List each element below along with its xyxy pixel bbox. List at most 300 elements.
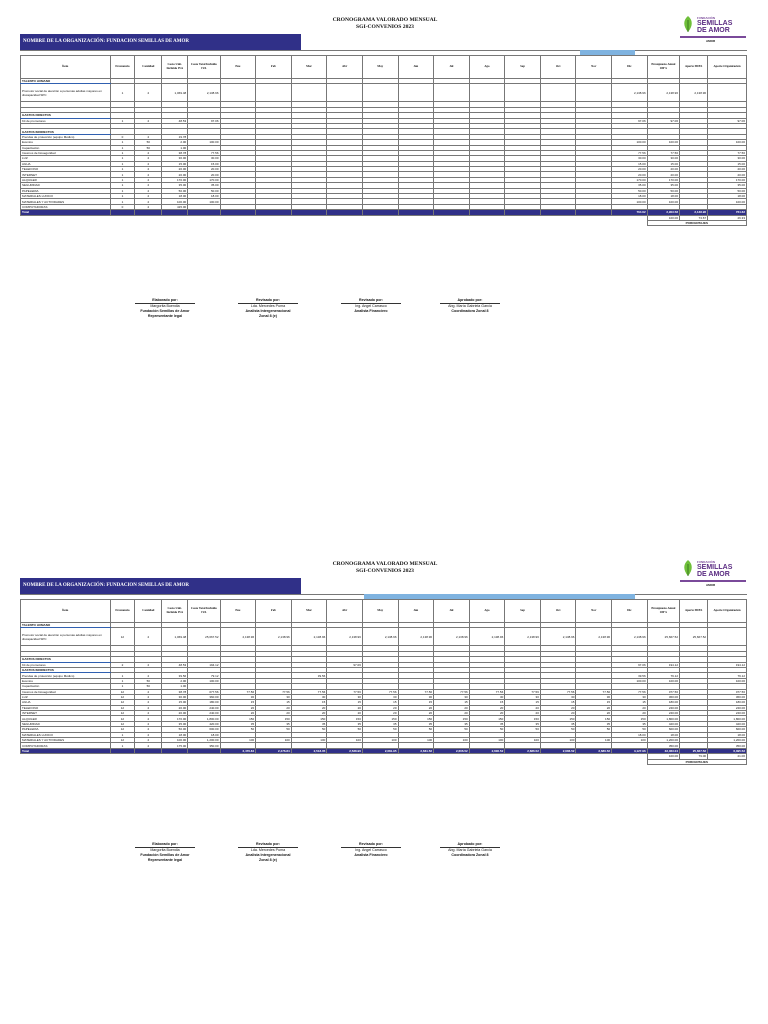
cell: 2 xyxy=(135,689,162,694)
col-frequency: Frecuencia xyxy=(110,600,135,623)
cell: 2,138.96 xyxy=(680,84,708,102)
cell: 50 xyxy=(505,727,541,732)
cell: 35.00 xyxy=(612,183,648,188)
item-name: Eventos xyxy=(21,140,111,145)
cell: 20.00 xyxy=(162,167,188,172)
col-mar: Mar xyxy=(291,600,327,623)
cell: 2 xyxy=(135,134,162,139)
cell: 50 xyxy=(576,727,612,732)
cell: 1 xyxy=(110,732,135,737)
cell: 2.00 xyxy=(162,678,188,683)
cell: 15 xyxy=(576,700,612,705)
cell: 35 xyxy=(505,721,541,726)
cell: 2,138.96 xyxy=(612,628,648,646)
item-name: Promotor social de atención a personas adultas mayores en discapacidad SPC xyxy=(21,84,111,102)
cell: 2,138.96 xyxy=(220,628,256,646)
cell: 2 xyxy=(135,84,162,102)
cell: 2,138.96 xyxy=(188,84,220,102)
sig-name: Abg. María Gabriela Garcia xyxy=(448,304,492,308)
sig-org: Fundación Semillas de Amor xyxy=(140,853,190,857)
cell: 50 xyxy=(220,727,256,732)
item-name: TELEFONO xyxy=(21,705,111,710)
col-item: Ítem xyxy=(21,600,111,623)
cell: 15 xyxy=(327,700,363,705)
cell: 38.78 xyxy=(162,689,188,694)
cell: 77.56 xyxy=(540,689,576,694)
cell: 1 xyxy=(110,150,135,155)
cell: 15 xyxy=(291,700,327,705)
cell: 20.00 xyxy=(162,711,188,716)
cell: 150 xyxy=(576,716,612,721)
cell: 2,606.52 xyxy=(469,748,505,753)
cell: 2,138.96 xyxy=(362,628,398,646)
cell: 2,686.52 xyxy=(576,748,612,753)
cell: 2 xyxy=(135,662,162,667)
cell: 20.00 xyxy=(708,172,747,177)
logo xyxy=(680,14,750,44)
cell: 77.56 xyxy=(469,689,505,694)
cell: 150 xyxy=(505,716,541,721)
sig-role: Revisado por: xyxy=(256,298,280,302)
item-name: Kit de promotores xyxy=(21,118,111,123)
cell: 350.00 xyxy=(188,743,220,748)
section-label: GASTOS DIRECTOS xyxy=(21,657,111,662)
cell: 100 xyxy=(362,738,398,743)
section-label: TALENTO HUMANO xyxy=(21,623,111,628)
cell: 12 xyxy=(110,628,135,646)
item-name: INTERNET xyxy=(21,172,111,177)
cell: 1 xyxy=(110,188,135,193)
cell: 2,538.96 xyxy=(327,748,363,753)
cell: 15.00 xyxy=(647,161,679,166)
cell: 100.00 xyxy=(612,199,648,204)
section-label: GASTOS INDIRECTOS xyxy=(21,667,111,672)
item-name: COMPUTADORAS xyxy=(21,743,111,748)
cell: 1,800.00 xyxy=(708,716,747,721)
cell: 240.00 xyxy=(647,711,679,716)
cell: 100 xyxy=(505,738,541,743)
cell: 77.56 xyxy=(188,150,220,155)
cell: 0 xyxy=(110,204,135,209)
cell: 1 xyxy=(110,161,135,166)
cell: 1 xyxy=(110,140,135,145)
organization-label: NOMBRE DE LA ORGANIZACIÓN: FUNDACION SEMILLAS DE AMOR xyxy=(20,578,301,594)
cell: 30.00 xyxy=(612,156,648,161)
cell: 21.00 xyxy=(708,754,747,759)
logo-small: AMOR xyxy=(706,39,716,43)
logo-line2: DE AMOR xyxy=(697,27,730,34)
cell: 15 xyxy=(612,700,648,705)
col-ago: Ago xyxy=(469,600,505,623)
cell: 39.56 xyxy=(291,673,327,678)
cell: 20.00 xyxy=(612,167,648,172)
sig-org: Analista Financiero xyxy=(354,853,388,857)
percent-label: PORCENTAJES xyxy=(647,759,746,764)
cell: 350.00 xyxy=(647,743,679,748)
logo-pre: FUNDACIÓN xyxy=(697,16,715,20)
cell: 100 xyxy=(434,738,470,743)
total-label: Total xyxy=(21,210,111,215)
cell: 20 xyxy=(256,711,292,716)
item-name: TELEFONO xyxy=(21,167,111,172)
signature-block xyxy=(233,298,303,319)
cell: 420.00 xyxy=(188,721,220,726)
cell: 30.00 xyxy=(188,156,220,161)
cell xyxy=(708,84,747,102)
cell: 2,138.96 xyxy=(505,628,541,646)
sig-org: Fundación Semillas de Amor xyxy=(140,309,190,313)
cell: 2,606.52 xyxy=(434,748,470,753)
page-subtitle: SGI-CONVENIOS 2023 xyxy=(356,568,414,574)
cell: 50 xyxy=(256,727,292,732)
cell: 20 xyxy=(540,711,576,716)
cell: 1.00 xyxy=(162,684,188,689)
cell: 2 xyxy=(135,721,162,726)
cell: 19.78 xyxy=(162,134,188,139)
cell: 35.00 xyxy=(708,183,747,188)
cell: 15.00 xyxy=(708,161,747,166)
cell: 79.12 xyxy=(647,673,679,678)
cell: 420.00 xyxy=(708,721,747,726)
cell: 30.00 xyxy=(708,156,747,161)
section-label: TALENTO HUMANO xyxy=(21,79,111,84)
cell: 50 xyxy=(362,727,398,732)
col-mies: Aporte MIES xyxy=(680,56,708,79)
cell: 18.00 xyxy=(612,194,648,199)
cell: 15 xyxy=(540,700,576,705)
col-jun: Jun xyxy=(398,600,434,623)
sig-role: Revisado por: xyxy=(359,298,383,302)
cell: 35.00 xyxy=(188,183,220,188)
item-name: SEGURIDAD xyxy=(21,183,111,188)
cell: 2,518.05 xyxy=(291,748,327,753)
cell: 18.00 xyxy=(708,194,747,199)
cell: 240.00 xyxy=(647,705,679,710)
cell: 18.00 xyxy=(612,732,648,737)
cell: 97.06 xyxy=(612,662,648,667)
cell: 77.56 xyxy=(327,689,363,694)
cell: 240.00 xyxy=(188,711,220,716)
cell: 12 xyxy=(110,705,135,710)
signatures xyxy=(130,298,630,328)
cell: 30.00 xyxy=(647,156,679,161)
col-abr: Abr xyxy=(327,600,363,623)
item-name: MATERIALES LUDICO xyxy=(21,194,111,199)
cell: 30 xyxy=(469,694,505,699)
cell: 48.53 xyxy=(162,118,188,123)
cell: 150 xyxy=(220,716,256,721)
cell: 100.00 xyxy=(708,678,747,683)
cell: 2 xyxy=(135,694,162,699)
cell: 077.56 xyxy=(188,689,220,694)
cell: 50 xyxy=(612,727,648,732)
percent-label: PORCENTAJES xyxy=(647,220,746,225)
cell: 97.06 xyxy=(188,118,220,123)
cell: 150 xyxy=(291,716,327,721)
leaf-icon xyxy=(680,558,696,578)
cell: 20 xyxy=(612,705,648,710)
cell: 25,667.52 xyxy=(647,628,679,646)
signature-block xyxy=(233,842,303,863)
cell: 2,138.96 xyxy=(434,628,470,646)
col-nov: Nov xyxy=(576,56,612,79)
sig-role: Elaborado por: xyxy=(152,842,178,846)
cell: 20 xyxy=(505,705,541,710)
cell: 077.56 xyxy=(708,689,747,694)
organization-label: NOMBRE DE LA ORGANIZACIÓN: FUNDACION SEMILLAS DE AMOR xyxy=(20,34,301,50)
cell: 77.56 xyxy=(362,689,398,694)
cell: 2,138.96 xyxy=(647,84,679,102)
logo-bar xyxy=(680,580,746,582)
cell: 415.00 xyxy=(162,204,188,209)
cell: 20 xyxy=(398,711,434,716)
cell: 1 xyxy=(110,673,135,678)
cell: 100 xyxy=(220,738,256,743)
cell: 20 xyxy=(469,711,505,716)
cell xyxy=(708,628,747,646)
cell: 20 xyxy=(327,705,363,710)
cell: 1,200.00 xyxy=(188,738,220,743)
cell: 180.00 xyxy=(708,700,747,705)
cell: 3,127.96 xyxy=(612,748,648,753)
leaf-icon xyxy=(680,14,696,34)
cell: 1,800.00 xyxy=(647,716,679,721)
cell: 100.00 xyxy=(188,678,220,683)
cell: 12 xyxy=(110,694,135,699)
cell: 32,063.04 xyxy=(647,748,679,753)
item-name: Insumos de bioseguridad xyxy=(21,150,111,155)
sig-name: Margorita Buendia xyxy=(150,304,180,308)
cell: 2 xyxy=(135,711,162,716)
col-jul: Jul xyxy=(434,56,470,79)
cell: 15.00 xyxy=(162,700,188,705)
cell: 1 xyxy=(110,177,135,182)
cell: 360.00 xyxy=(647,694,679,699)
item-name: MATERIALES LUDICO xyxy=(21,732,111,737)
cell: 30 xyxy=(505,694,541,699)
col-sep: Sep xyxy=(505,56,541,79)
cell: 1,200.00 xyxy=(708,738,747,743)
item-name: Eventos xyxy=(21,678,111,683)
cell: 97.06 xyxy=(647,118,679,123)
percent-label-row xyxy=(21,759,747,764)
cell: 1,069.48 xyxy=(162,84,188,102)
cell: 170.00 xyxy=(162,177,188,182)
cell: 12 xyxy=(110,716,135,721)
cell: 1 xyxy=(110,145,135,150)
cell: 100 xyxy=(612,738,648,743)
cell: 15 xyxy=(505,700,541,705)
cell: 100 xyxy=(291,738,327,743)
cell: 150 xyxy=(256,716,292,721)
sig-org: Coordinadora Zonal 8 xyxy=(451,309,489,313)
cell: 20 xyxy=(434,705,470,710)
cell: 25,667.52 xyxy=(680,628,708,646)
percent-label-row xyxy=(21,220,747,225)
cell: 100 xyxy=(469,738,505,743)
cell: 35 xyxy=(220,721,256,726)
col-unit-cost: Costo Unit. Incluido IVA xyxy=(162,56,188,79)
cell: 150 xyxy=(362,716,398,721)
cell: 20.00 xyxy=(708,167,747,172)
cell: 240.00 xyxy=(188,705,220,710)
signature-block xyxy=(130,298,200,319)
col-item: Ítem xyxy=(21,56,111,79)
signature-block xyxy=(336,298,406,314)
cell: 20 xyxy=(469,705,505,710)
logo-line1: SEMILLAS xyxy=(697,564,733,571)
col-org: Aporte Organización xyxy=(708,600,747,623)
cell: 30 xyxy=(327,694,363,699)
cell: 15 xyxy=(434,700,470,705)
cell: 20.00 xyxy=(162,172,188,177)
cell: 1 xyxy=(110,678,135,683)
col-mar: Mar xyxy=(291,56,327,79)
sig-title: Zonal 8 (e) xyxy=(259,314,277,318)
cell: 18.00 xyxy=(647,732,679,737)
cell: 1 xyxy=(110,183,135,188)
budget-table xyxy=(20,55,747,226)
cell: 100.00 xyxy=(708,199,747,204)
cell: 77.56 xyxy=(505,689,541,694)
cell: 77.56 xyxy=(398,689,434,694)
cell: 2 xyxy=(135,194,162,199)
logo-pre: FUNDACIÓN xyxy=(697,560,715,564)
cell: 20 xyxy=(434,711,470,716)
item-name: PAPELERIA xyxy=(21,727,111,732)
cell: 2 xyxy=(135,716,162,721)
cell: 600.00 xyxy=(647,727,679,732)
cell: 20 xyxy=(327,711,363,716)
cell: 2,138.96 xyxy=(680,210,708,215)
cell: 20 xyxy=(291,705,327,710)
cell: 2 xyxy=(135,199,162,204)
cell: 26.33 xyxy=(708,215,747,220)
cell: 2,476.84 xyxy=(256,748,292,753)
cell: 2 xyxy=(110,662,135,667)
cell: 2 xyxy=(135,156,162,161)
cell: 1 xyxy=(110,194,135,199)
cell: 20 xyxy=(220,711,256,716)
logo-bar xyxy=(680,36,746,38)
cell: 30.00 xyxy=(162,156,188,161)
cell: 20.00 xyxy=(612,172,648,177)
cell: 50 xyxy=(398,727,434,732)
item-name: MATERIALES Y ACTIVIDADES xyxy=(21,738,111,743)
cell: 100.00 xyxy=(188,199,220,204)
col-feb: Feb xyxy=(256,56,292,79)
cell: 12 xyxy=(110,689,135,694)
cell: 35.00 xyxy=(162,721,188,726)
cell: 20.00 xyxy=(162,705,188,710)
cell: 30.00 xyxy=(162,694,188,699)
col-mies: Aporte MIES xyxy=(680,600,708,623)
cell: 1 xyxy=(110,199,135,204)
cell: 15 xyxy=(256,700,292,705)
cell: 194.12 xyxy=(708,662,747,667)
cell: 18.00 xyxy=(708,732,747,737)
cell: 35 xyxy=(434,721,470,726)
cell: 077.56 xyxy=(647,689,679,694)
sig-role: Revisado por: xyxy=(359,842,383,846)
signatures xyxy=(130,842,630,872)
col-may: May xyxy=(362,600,398,623)
cell: 35 xyxy=(362,721,398,726)
cell: 50 xyxy=(135,140,162,145)
cell: 2,138.96 xyxy=(612,84,648,102)
cell: 50.00 xyxy=(188,188,220,193)
cell: 175.00 xyxy=(162,743,188,748)
cell: 30 xyxy=(540,694,576,699)
sig-title: Representante legal xyxy=(147,314,183,318)
logo-small: AMOR xyxy=(706,583,716,587)
cell: 20 xyxy=(362,711,398,716)
cell: 15.00 xyxy=(162,161,188,166)
sig-role: Aprobado por: xyxy=(457,842,483,846)
sig-org: Analista Intergeneracional xyxy=(245,853,291,857)
cell: 150 xyxy=(540,716,576,721)
cell: 1.00 xyxy=(162,145,188,150)
cell: 2 xyxy=(135,172,162,177)
cell: 20.00 xyxy=(188,167,220,172)
cell: 38.78 xyxy=(162,150,188,155)
cell: 2 xyxy=(135,738,162,743)
cell: 194.12 xyxy=(188,662,220,667)
budget-table xyxy=(20,599,747,765)
cell: 1 xyxy=(110,84,135,102)
cell: 20 xyxy=(256,705,292,710)
cell: 1,800.00 xyxy=(188,716,220,721)
cell: 30 xyxy=(220,694,256,699)
cell: 50 xyxy=(291,727,327,732)
cell: 12 xyxy=(110,721,135,726)
cell: 2,686.52 xyxy=(505,748,541,753)
cell: 2 xyxy=(135,732,162,737)
cell: 2 xyxy=(135,727,162,732)
cell: 12 xyxy=(110,727,135,732)
cell: 50 xyxy=(135,684,162,689)
cell: 2 xyxy=(135,700,162,705)
cell: 2,686.52 xyxy=(540,748,576,753)
signature-block xyxy=(336,842,406,858)
logo-line2: DE AMOR xyxy=(697,571,730,578)
cell: 20 xyxy=(576,711,612,716)
col-ago: Ago xyxy=(469,56,505,79)
cell: 15.00 xyxy=(612,161,648,166)
sig-org: Analista Intergeneracional xyxy=(245,309,291,313)
cell: 170.00 xyxy=(162,716,188,721)
cell: 20 xyxy=(362,705,398,710)
cell: 79.12 xyxy=(188,673,220,678)
cell: 420.00 xyxy=(647,721,679,726)
col-sep: Sep xyxy=(505,600,541,623)
cell: 100.00 xyxy=(647,199,679,204)
cell: 35 xyxy=(540,721,576,726)
cell: 240.00 xyxy=(708,711,747,716)
cell: 100.00 xyxy=(162,738,188,743)
item-name: Kit de promotores xyxy=(21,662,111,667)
col-org: Aporte Organización xyxy=(708,56,747,79)
item-name: LUZ xyxy=(21,156,111,161)
item-name: PAPELERIA xyxy=(21,188,111,193)
col-abr: Abr xyxy=(327,56,363,79)
cell: 600.00 xyxy=(708,727,747,732)
item-name: COMPUTADORAS xyxy=(21,204,111,209)
sig-role: Revisado por: xyxy=(256,842,280,846)
cell: 35 xyxy=(576,721,612,726)
cell: 1 xyxy=(110,172,135,177)
item-name: Prendas de protección (equipo Médico) xyxy=(21,134,111,139)
